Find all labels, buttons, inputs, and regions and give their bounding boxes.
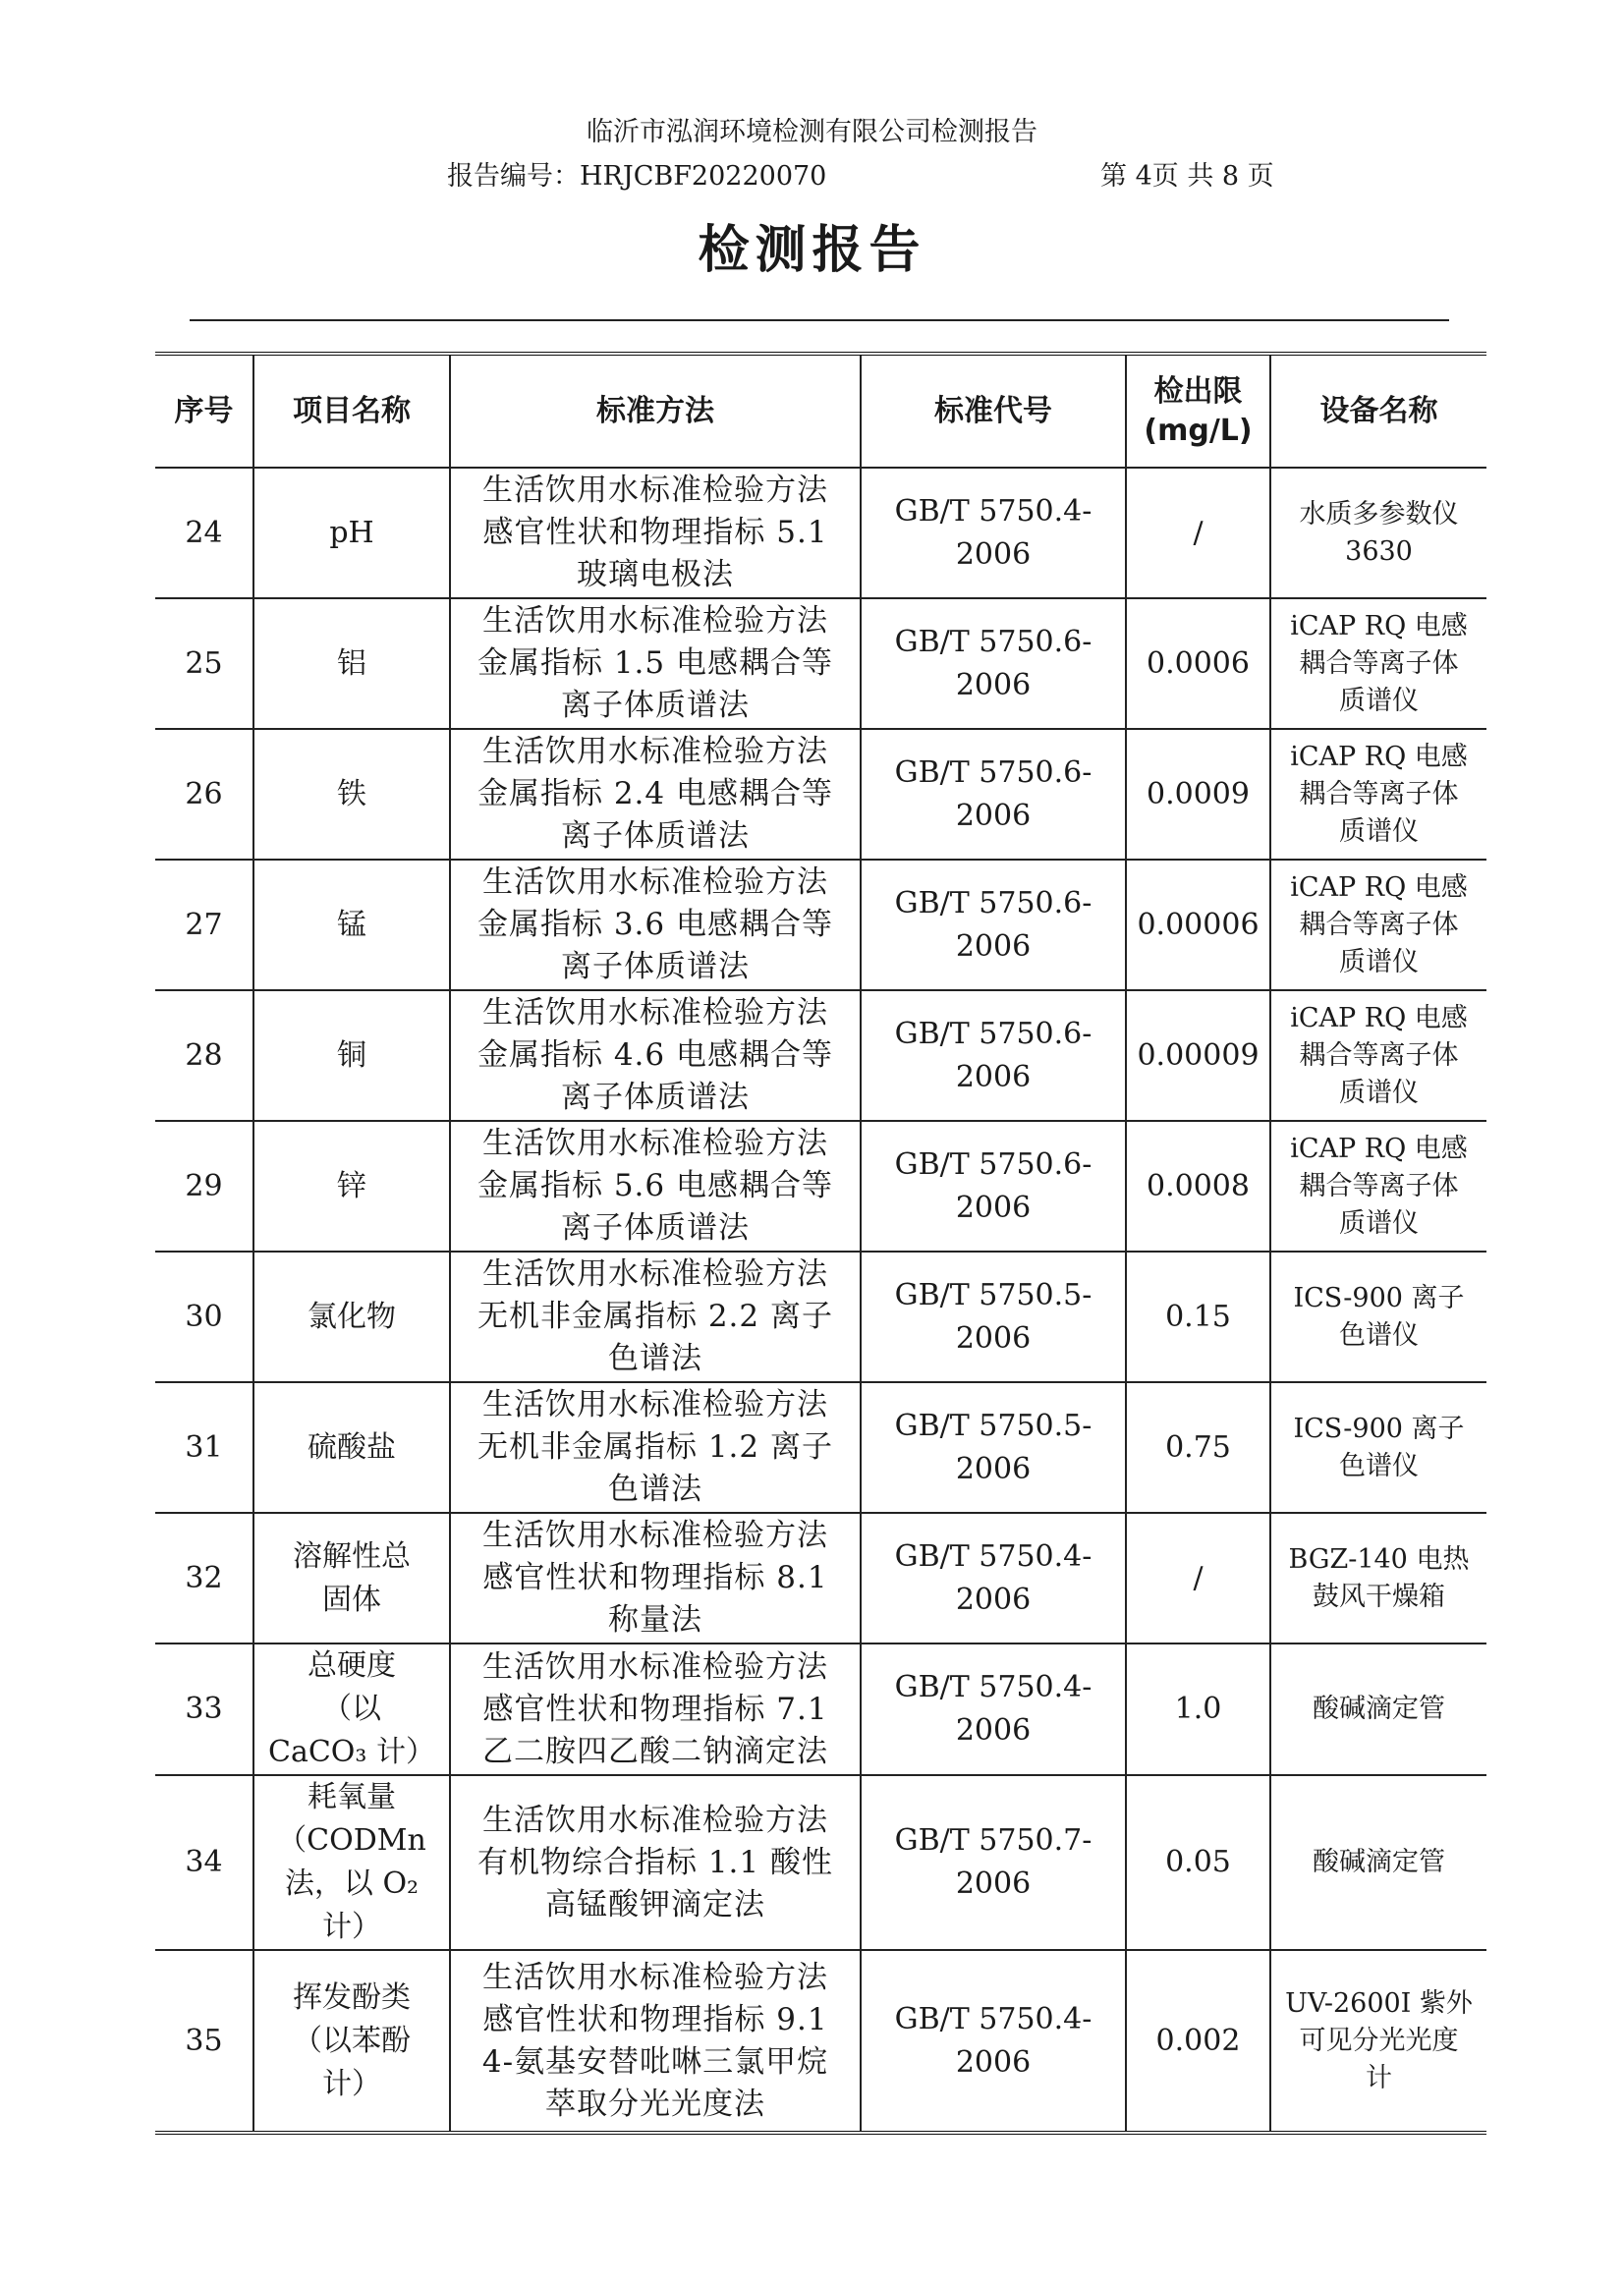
cell-limit: 0.0008 bbox=[1126, 1121, 1270, 1252]
cell-code: GB/T 5750.4- 2006 bbox=[861, 1513, 1126, 1643]
table-row bbox=[155, 1252, 1486, 1382]
page-title: 检测报告 bbox=[698, 221, 926, 280]
cell-code: GB/T 5750.6- 2006 bbox=[861, 990, 1126, 1121]
header-divider bbox=[190, 319, 1449, 321]
page-indicator: 第 4页 共 8 页 bbox=[1100, 161, 1274, 192]
table-row bbox=[155, 860, 1486, 990]
cell-no: 26 bbox=[155, 729, 253, 860]
cell-method: 生活饮用水标准检验方法 有机物综合指标 1.1 酸性 高锰酸钾滴定法 bbox=[450, 1775, 861, 1950]
cell-item: 铜 bbox=[253, 990, 450, 1121]
cell-item: 总硬度 （以 CaCO₃ 计） bbox=[253, 1643, 450, 1775]
cell-item: 铁 bbox=[253, 729, 450, 860]
cell-method: 生活饮用水标准检验方法 感官性状和物理指标 7.1 乙二胺四乙酸二钠滴定法 bbox=[450, 1643, 861, 1775]
cell-equipment: BGZ-140 电热 鼓风干燥箱 bbox=[1270, 1513, 1486, 1643]
cell-equipment: ICS-900 离子 色谱仪 bbox=[1270, 1252, 1486, 1382]
col-header-no: 序号 bbox=[155, 356, 253, 468]
cell-no: 28 bbox=[155, 990, 253, 1121]
table-header-row bbox=[155, 356, 1486, 468]
col-header-method: 标准方法 bbox=[450, 356, 861, 468]
cell-equipment: iCAP RQ 电感 耦合等离子体 质谱仪 bbox=[1270, 990, 1486, 1121]
cell-limit: 0.05 bbox=[1126, 1775, 1270, 1950]
cell-no: 30 bbox=[155, 1252, 253, 1382]
table-row bbox=[155, 1950, 1486, 2131]
cell-equipment: ICS-900 离子 色谱仪 bbox=[1270, 1382, 1486, 1513]
cell-limit: 0.0009 bbox=[1126, 729, 1270, 860]
cell-method: 生活饮用水标准检验方法 金属指标 4.6 电感耦合等 离子体质谱法 bbox=[450, 990, 861, 1121]
cell-method: 生活饮用水标准检验方法 金属指标 2.4 电感耦合等 离子体质谱法 bbox=[450, 729, 861, 860]
cell-limit: / bbox=[1126, 1513, 1270, 1643]
cell-equipment: 水质多参数仪 3630 bbox=[1270, 468, 1486, 598]
cell-code: GB/T 5750.5- 2006 bbox=[861, 1382, 1126, 1513]
cell-code: GB/T 5750.5- 2006 bbox=[861, 1252, 1126, 1382]
col-header-code: 标准代号 bbox=[861, 356, 1126, 468]
table-row bbox=[155, 729, 1486, 860]
table-row bbox=[155, 990, 1486, 1121]
cell-method: 生活饮用水标准检验方法 感官性状和物理指标 9.1 4-氨基安替吡啉三氯甲烷 萃取分光光度法 bbox=[450, 1950, 861, 2131]
cell-no: 24 bbox=[155, 468, 253, 598]
cell-method: 生活饮用水标准检验方法 金属指标 3.6 电感耦合等 离子体质谱法 bbox=[450, 860, 861, 990]
cell-no: 29 bbox=[155, 1121, 253, 1252]
test-results-table-frame bbox=[155, 352, 1486, 2135]
col-header-equipment: 设备名称 bbox=[1270, 356, 1486, 468]
cell-method: 生活饮用水标准检验方法 无机非金属指标 1.2 离子 色谱法 bbox=[450, 1382, 861, 1513]
cell-no: 25 bbox=[155, 598, 253, 729]
cell-method: 生活饮用水标准检验方法 感官性状和物理指标 5.1 玻璃电极法 bbox=[450, 468, 861, 598]
table-row bbox=[155, 1775, 1486, 1950]
company-report-header: 临沂市泓润环境检测有限公司检测报告 bbox=[587, 117, 1037, 147]
cell-item: 溶解性总 固体 bbox=[253, 1513, 450, 1643]
cell-item: 硫酸盐 bbox=[253, 1382, 450, 1513]
cell-method: 生活饮用水标准检验方法 金属指标 1.5 电感耦合等 离子体质谱法 bbox=[450, 598, 861, 729]
cell-code: GB/T 5750.7- 2006 bbox=[861, 1775, 1126, 1950]
cell-limit: / bbox=[1126, 468, 1270, 598]
report-number: 报告编号：HRJCBF20220070 bbox=[447, 161, 827, 192]
cell-item: 锰 bbox=[253, 860, 450, 990]
cell-limit: 1.0 bbox=[1126, 1643, 1270, 1775]
table-row bbox=[155, 1513, 1486, 1643]
cell-method: 生活饮用水标准检验方法 无机非金属指标 2.2 离子 色谱法 bbox=[450, 1252, 861, 1382]
table-row bbox=[155, 1382, 1486, 1513]
cell-equipment: iCAP RQ 电感 耦合等离子体 质谱仪 bbox=[1270, 1121, 1486, 1252]
cell-code: GB/T 5750.4- 2006 bbox=[861, 468, 1126, 598]
cell-method: 生活饮用水标准检验方法 金属指标 5.6 电感耦合等 离子体质谱法 bbox=[450, 1121, 861, 1252]
cell-code: GB/T 5750.4- 2006 bbox=[861, 1643, 1126, 1775]
cell-code: GB/T 5750.6- 2006 bbox=[861, 860, 1126, 990]
cell-equipment: 酸碱滴定管 bbox=[1270, 1643, 1486, 1775]
cell-limit: 0.0006 bbox=[1126, 598, 1270, 729]
cell-code: GB/T 5750.6- 2006 bbox=[861, 1121, 1126, 1252]
cell-code: GB/T 5750.6- 2006 bbox=[861, 598, 1126, 729]
cell-limit: 0.00009 bbox=[1126, 990, 1270, 1121]
col-header-limit: 检出限 (mg/L) bbox=[1126, 356, 1270, 468]
cell-method: 生活饮用水标准检验方法 感官性状和物理指标 8.1 称量法 bbox=[450, 1513, 861, 1643]
cell-equipment: 酸碱滴定管 bbox=[1270, 1775, 1486, 1950]
cell-code: GB/T 5750.4- 2006 bbox=[861, 1950, 1126, 2131]
table-row bbox=[155, 468, 1486, 598]
cell-no: 35 bbox=[155, 1950, 253, 2131]
cell-no: 31 bbox=[155, 1382, 253, 1513]
cell-equipment: iCAP RQ 电感 耦合等离子体 质谱仪 bbox=[1270, 729, 1486, 860]
cell-equipment: iCAP RQ 电感 耦合等离子体 质谱仪 bbox=[1270, 860, 1486, 990]
cell-no: 33 bbox=[155, 1643, 253, 1775]
cell-equipment: iCAP RQ 电感 耦合等离子体 质谱仪 bbox=[1270, 598, 1486, 729]
table-row bbox=[155, 598, 1486, 729]
cell-limit: 0.75 bbox=[1126, 1382, 1270, 1513]
cell-item: 挥发酚类 （以苯酚 计） bbox=[253, 1950, 450, 2131]
cell-limit: 0.00006 bbox=[1126, 860, 1270, 990]
cell-limit: 0.15 bbox=[1126, 1252, 1270, 1382]
table-row bbox=[155, 1121, 1486, 1252]
cell-item: 耗氧量 （CODMn 法，以 O₂ 计） bbox=[253, 1775, 450, 1950]
cell-no: 32 bbox=[155, 1513, 253, 1643]
cell-limit: 0.002 bbox=[1126, 1950, 1270, 2131]
cell-equipment: UV-2600I 紫外 可见分光光度 计 bbox=[1270, 1950, 1486, 2131]
cell-item: 氯化物 bbox=[253, 1252, 450, 1382]
col-header-item: 项目名称 bbox=[253, 356, 450, 468]
cell-no: 34 bbox=[155, 1775, 253, 1950]
cell-item: 铝 bbox=[253, 598, 450, 729]
table-row bbox=[155, 1643, 1486, 1775]
cell-item: pH bbox=[253, 468, 450, 598]
cell-item: 锌 bbox=[253, 1121, 450, 1252]
cell-code: GB/T 5750.6- 2006 bbox=[861, 729, 1126, 860]
test-results-table bbox=[155, 356, 1486, 2131]
cell-no: 27 bbox=[155, 860, 253, 990]
